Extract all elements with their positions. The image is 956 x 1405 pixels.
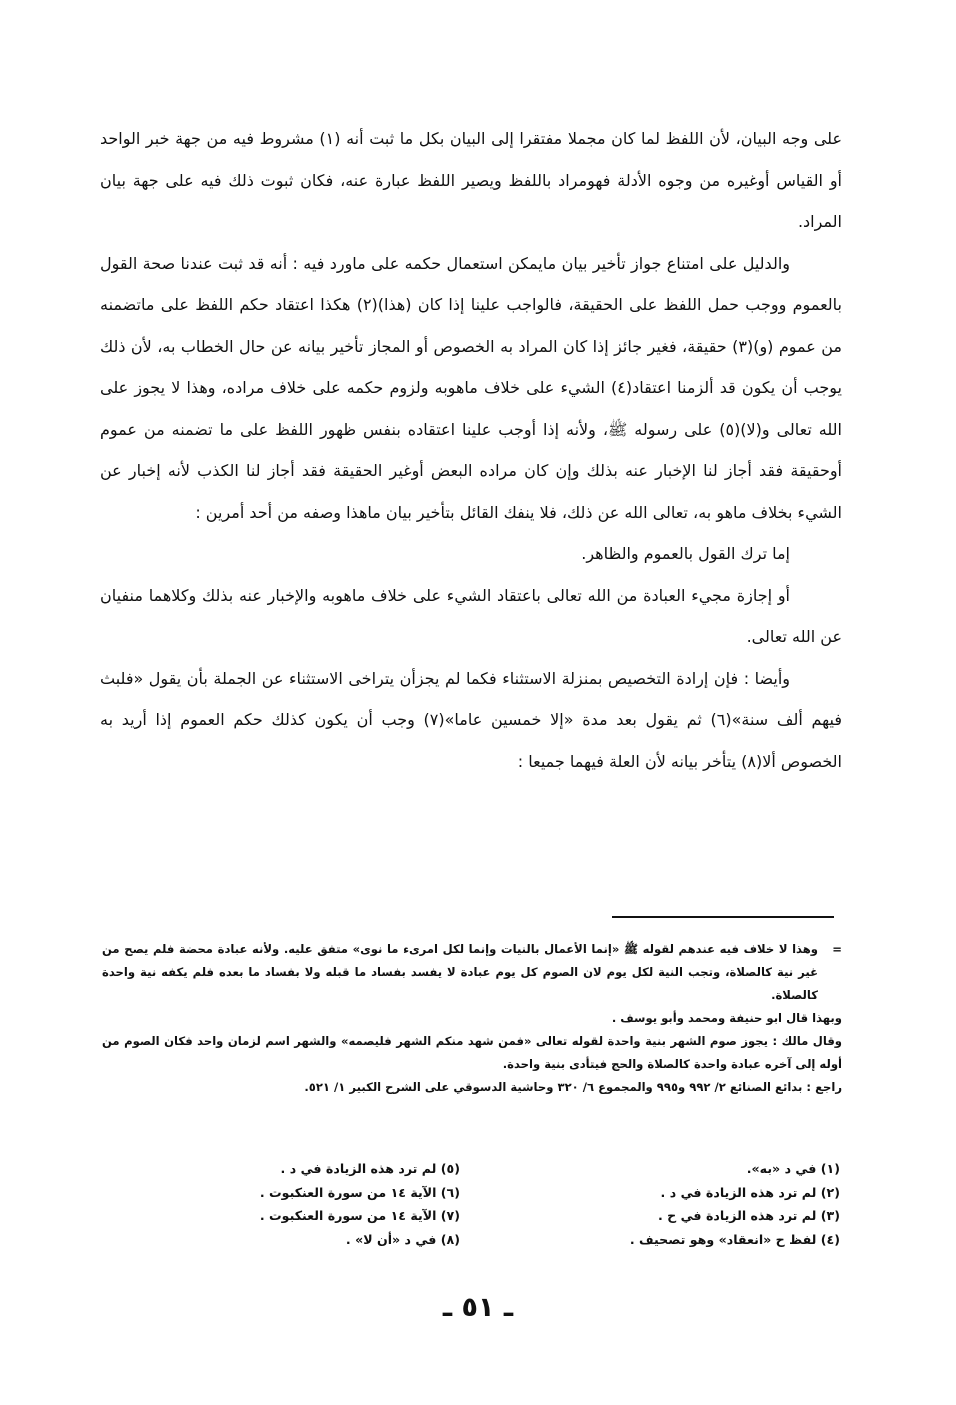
footnote-line: وقال مالك : يجوز صوم الشهر بنية واحدة لقوله تعالى «فمن شهد منكم الشهر فليصمه» والشهر اسم لزمان واحد فكان الصوم من أوله إلى آخره عبادة واحدة كالصلاة والحج فيتأدى بنية واحدة. — [102, 1034, 842, 1071]
footnotes — [102, 938, 842, 1099]
paragraph: على وجه البيان، لأن اللفظ لما كان مجملا مفتقرا إلى البيان بكل ما ثبت أنه (١) مشروط فيه من جهة خبر الواحد أو القياس أوغيره من وجوه الأدلة فهومراد باللفظ ويصير اللفظ عبارة عنه، فكان ثبوت ذلك فيه على جهة بيان المراد. — [100, 129, 843, 231]
footnote-ref: (٣) لم ترد هذه الزيادة في ح . — [657, 1208, 840, 1223]
footnote-ref: (٥) لم ترد هذه الزيادة في د . — [280, 1161, 460, 1176]
footnote-line: راجع : بدائع الصنائع ٢/ ٩٩٢ و٩٩٥ والمجموع ٦/ ٣٢٠ وحاشية الدسوقي على الشرح الكبير ١/ ٥٢١. — [304, 1080, 842, 1094]
footnote-references — [110, 1157, 840, 1251]
footnote-ref: (٧) الآية ١٤ من سورة العنكبوت . — [259, 1208, 460, 1223]
paragraph: والدليل على امتناع جواز تأخير بيان مايمكن استعمال حكمه على ماورد فيه : أنه قد ثبت عندنا صحة القول بالعموم ووجب حمل اللفظ على الحقيقة، فالواجب علينا إذا كان (هذا)(٢) هكذا اعتقاد حكم اللفظ على ماتضمنه من عموم (و)(٣) حقيقة، فغير جائز إذا كان المراد به الخصوص أو المجاز تأخير بيانه عن حال الخطاب به، لأن ذلك يوجب أن يكون قد ألزمنا اعتقاد(٤) الشيء على خلاف ماهوبه ولزوم حكمه على خلاف مراده، وهذا لا يجوز على الله تعالى و(لا)(٥) على رسوله ﷺ، ولأنه إذا أوجب علينا اعتقاده بنفس ظهور اللفظ على ما تضمنه من عموم أوحقيقة فقد أجاز لنا الإخبار عنه بذلك وإن كان مراده البعض أوغير الحقيقة فقد أجاز لنا الكذب لأنه إخبار عن الشيء بخلاف ماهو به، تعالى الله عن ذلك، فلا ينفك القائل بتأخير بيان ماهذا وصفه من أحد أمرين : — [100, 253, 843, 522]
footnote-ref: (٨) في د «أن لا» . — [345, 1231, 460, 1247]
footnote-line: وبهذا قال ابو حنيفة ومحمد وأبو يوسف . — [611, 1011, 842, 1025]
continuation-mark: = — [832, 942, 842, 956]
footnote-ref: (٤) لفظ ح «انعقاد» وهو تصحيف . — [629, 1231, 840, 1247]
footnote-ref: (١) في د «به». — [746, 1161, 840, 1176]
paragraph: إما ترك القول بالعموم والظاهر. — [581, 544, 790, 563]
footnote-ref: (٦) الآية ١٤ من سورة العنكبوت . — [259, 1184, 460, 1200]
paragraph: أو إجازة مجيء العبادة من الله تعالى باعتقاد الشيء على خلاف ماهوبه والإخبار عنه بذلك وكلاهما منفيان عن الله تعالى. — [100, 585, 842, 646]
footnote-separator — [612, 916, 834, 918]
footnote-text: وهذا لا خلاف فيه عندهم لقوله ﷺ «إنما الأعمال بالنيات وإنما لكل امرىء ما نوى» متفق عليه. ولأنه عبادة محضة فلم يصح من غير نية كالصلاة، وتجب النية لكل يوم لان الصوم كل يوم عبادة لا يفسد بفساد ما قبله ولا بفساد ما بعده فلم يكفه نية واحدة كالصلاة. — [102, 942, 818, 1002]
footnote-continuation — [102, 938, 842, 1007]
main-text — [100, 118, 842, 782]
paragraph: وأيضا : فإن إرادة التخصيص بمنزلة الاستثناء فكما لم يجزأن يتراخى الاستثناء عن الجملة بأن يقول «فلبث فيهم ألف سنة»(٦) ثم يقول بعد مدة «إلا خمسين عاما»(٧) وجب أن يكون كذلك حكم العموم إذا أريد به الخصوص ألا(٨) يتأخر بيانه لأن العلة فيهما جميعا : — [100, 668, 843, 771]
footnote-ref: (٢) لم ترد هذه الزيادة في د . — [660, 1184, 840, 1200]
page-number: ـ ٥١ ـ — [442, 1292, 514, 1323]
